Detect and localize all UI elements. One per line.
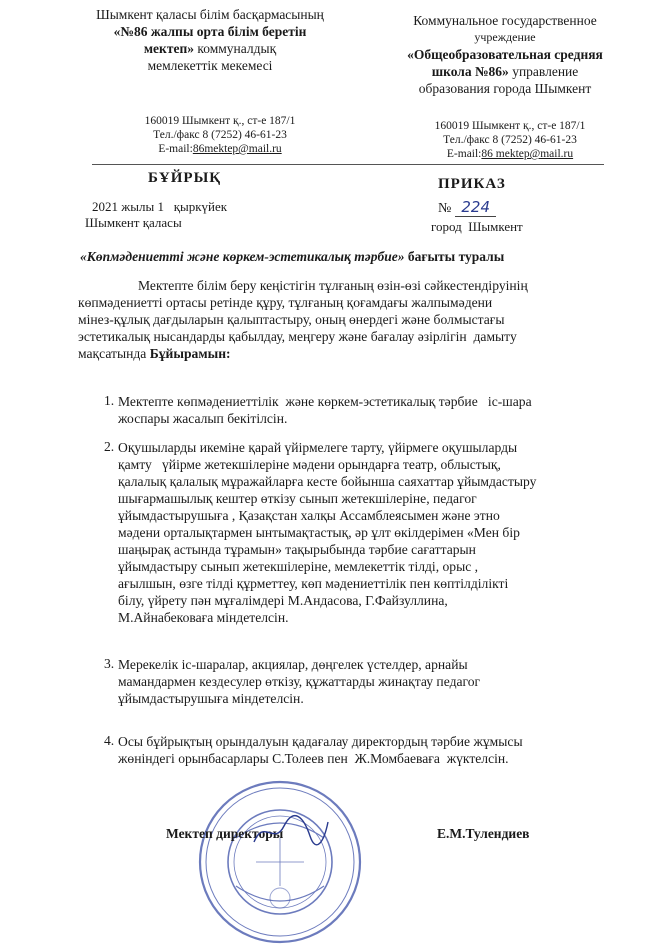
official-stamp (196, 778, 364, 946)
intro-line2: көпмәдениетті ортасы ретінде құру, тұлғаның қоғамдағы жалпымәдени (78, 295, 493, 310)
item-number: 1. (104, 393, 115, 408)
order-subject-rest: бағыты туралы (404, 249, 505, 264)
item-line: ұйымдастырушыға , Қазақстан халқы Ассамблеясымен және этно (118, 508, 500, 523)
address-left-email-label: E-mail: (158, 143, 193, 155)
address-right-email-line (390, 147, 630, 161)
intro-line1: Мектепте білім беру кеңістігін тұлғаның өзін-өзі сәйкестендіруінің (138, 278, 528, 293)
address-left (100, 114, 340, 156)
address-left-email-link[interactable]: 86mektep@mail.ru (192, 143, 282, 155)
header-right-line2: учреждение (474, 30, 536, 44)
item-line: ұйымдастырушыға міндетелсін. (118, 691, 304, 706)
item-line: Осы бұйрықтың орындалуын қадағалау директордың тәрбие жұмысы (118, 734, 523, 749)
address-right-email-link[interactable]: 86 mektep@mail.ru (481, 148, 574, 160)
header-left-line3-rest: коммуналдық (193, 41, 277, 56)
header-left (60, 6, 360, 74)
signature-scribble-icon (250, 812, 330, 852)
item-line: Мектепте көпмәдениеттілік және көркем-эстетикалық тәрбие іс-шара (118, 394, 532, 409)
intro-line5 (78, 345, 620, 362)
header-right-line5: образования города Шымкент (418, 81, 592, 96)
item-line: білу, үйрету пән мұғалімдері М.Андасова, Г.Файзуллина, (118, 593, 448, 608)
list-item (118, 656, 620, 707)
item-line: М.Айнабековаға міндетелсін. (118, 610, 289, 625)
address-left-line1: 160019 Шымкент қ., ст-е 187/1 (144, 115, 296, 127)
signature-position: Мектеп директоры (166, 826, 284, 841)
header-right (370, 12, 640, 97)
header-left-line2: «№86 жалпы орта білім беретін (113, 24, 307, 39)
order-number-prefix: № (438, 201, 452, 216)
header-right-line3: «Общеобразовательная средняя (407, 47, 603, 62)
item-number: 4. (104, 733, 115, 748)
item-line: мәдени орталықтармен ынтымақтастық, әр ұлт өкілдерімен «Мен бір (118, 525, 520, 540)
item-line: Мерекелік іс-шаралар, акциялар, дөңгелек үстелдер, арнайы (118, 657, 468, 672)
order-title-kz: БҰЙРЫҚ (148, 170, 222, 186)
list-item (118, 439, 620, 626)
order-city-ru: город Шымкент (431, 219, 523, 234)
item-line: қалалық қалалық мұражайларға кесте бойынша саяхаттар ұйымдастыру (118, 474, 537, 489)
signature-name: Е.М.Тулендиев (437, 826, 530, 841)
header-left-line1: Шымкент қаласы білім басқармасының (96, 7, 324, 22)
list-item (118, 733, 620, 767)
header-left-line3-bold: мектеп» (143, 41, 194, 56)
order-title-ru: ПРИКАЗ (438, 176, 506, 192)
item-line: жөніндегі орынбасарлары С.Толеев пен Ж.Момбаеваға жүктелсін. (118, 751, 509, 766)
intro-line3: мінез-құлық дағдыларын қалыптастыру, оның өнердегі және болмыстағы (78, 312, 505, 327)
list-item (118, 393, 620, 427)
item-line: мамандармен кездесулер өткізу, құжаттарды жинақтау педагог (118, 674, 481, 689)
header-divider (92, 164, 604, 165)
address-left-email-line (100, 142, 340, 156)
header-right-line4 (370, 63, 640, 80)
order-city-kz: Шымкент қаласы (85, 215, 182, 230)
item-number: 3. (104, 656, 115, 671)
intro-line5-bold: Бұйырамын: (149, 346, 231, 361)
header-right-line4-bold: школа №86» (431, 64, 509, 79)
item-line: Оқушыларды икеміне қарай үйірмелеге тарту, үйірмеге оқушыларды (118, 440, 518, 455)
item-number: 2. (104, 439, 115, 454)
address-right-line2: Тел./факс 8 (7252) 46-61-23 (443, 134, 577, 146)
address-right-email-label: E-mail: (446, 148, 482, 160)
intro-paragraph (78, 277, 620, 362)
header-left-line3 (60, 40, 360, 57)
order-subject-quoted: «Көпмәдениетті және көркем-эстетикалық тәрбие» (80, 249, 405, 264)
item-line: жоспары жасалып бекітілсін. (118, 411, 288, 426)
item-line: қамту үйірме жетекшілеріне мәдени орындарға театр, облыстық, (118, 457, 501, 472)
item-line: ұйымдастыру сынып жетекшілеріне, мемлекеттік тілді, орыс , (118, 559, 479, 574)
address-left-line2: Тел./факс 8 (7252) 46-61-23 (153, 129, 287, 141)
order-date: 2021 жылы 1 қыркүйек (92, 199, 228, 214)
intro-line4: эстетикалық нысандарды қабылдау, меңгеру және бағалау әзірлігін дамыту (78, 329, 517, 344)
address-right-line1: 160019 Шымкент қ., ст-е 187/1 (434, 120, 586, 132)
order-number-handwritten: 224 (455, 198, 496, 217)
item-line: ағылшын, өзге тілді құрметтеу, көп мәдениеттілік пен көптілділікті (118, 576, 509, 591)
order-subject (80, 249, 620, 265)
header-right-line1: Коммунальное государственное (413, 13, 597, 28)
header-right-line4-rest: управление (508, 64, 579, 79)
order-number (438, 198, 496, 217)
item-line: шығармашылық кештер өткізу сынып жетекшілеріне, педагог (118, 491, 477, 506)
intro-line5-plain: мақсатында (78, 346, 150, 361)
header-left-line4: мемлекеттік мекемесі (147, 58, 273, 73)
address-right (390, 119, 630, 161)
item-line: шаңырақ астында тұрамын» тақырыбында тәрбие сағаттарын (118, 542, 476, 557)
